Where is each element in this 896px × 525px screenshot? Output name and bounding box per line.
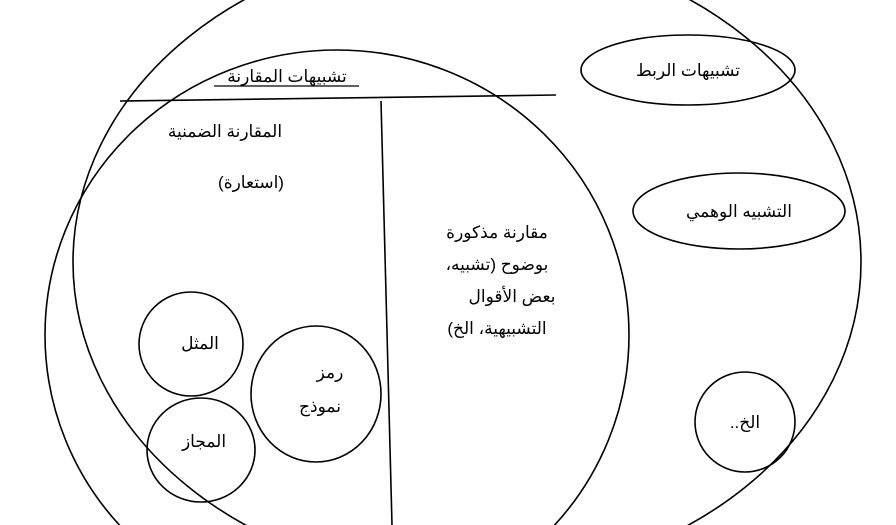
metaphor-label: المجاز — [181, 432, 227, 451]
explicit-line: بعض الأقوال — [468, 287, 556, 306]
explicit-comparison-text — [446, 223, 556, 339]
symbol-label-line1: رمز — [316, 363, 344, 382]
comparison-heading: تشبيهات المقارنة — [227, 67, 347, 86]
proverb-label: المثل — [181, 334, 219, 353]
illusory-simile-label: التشبيه الوهمي — [686, 202, 792, 221]
implicit-explicit-divider — [381, 101, 392, 525]
explicit-line: التشبيهية، الخ) — [447, 319, 547, 338]
symbol-label-line2: نموذج — [299, 397, 341, 416]
connective-similes-label: تشبيهات الربط — [635, 61, 741, 80]
comparison-divider — [120, 95, 556, 101]
etc-label: الخ.. — [729, 413, 761, 432]
implicit-comparison-title: المقارنة الضمنية — [167, 122, 283, 141]
explicit-line: مقارنة مذكورة — [446, 223, 548, 242]
explicit-line: بوضوح (تشبيه، — [445, 255, 549, 274]
implicit-comparison-subtitle: (استعارة) — [218, 173, 284, 192]
symbol-circle — [251, 326, 381, 462]
